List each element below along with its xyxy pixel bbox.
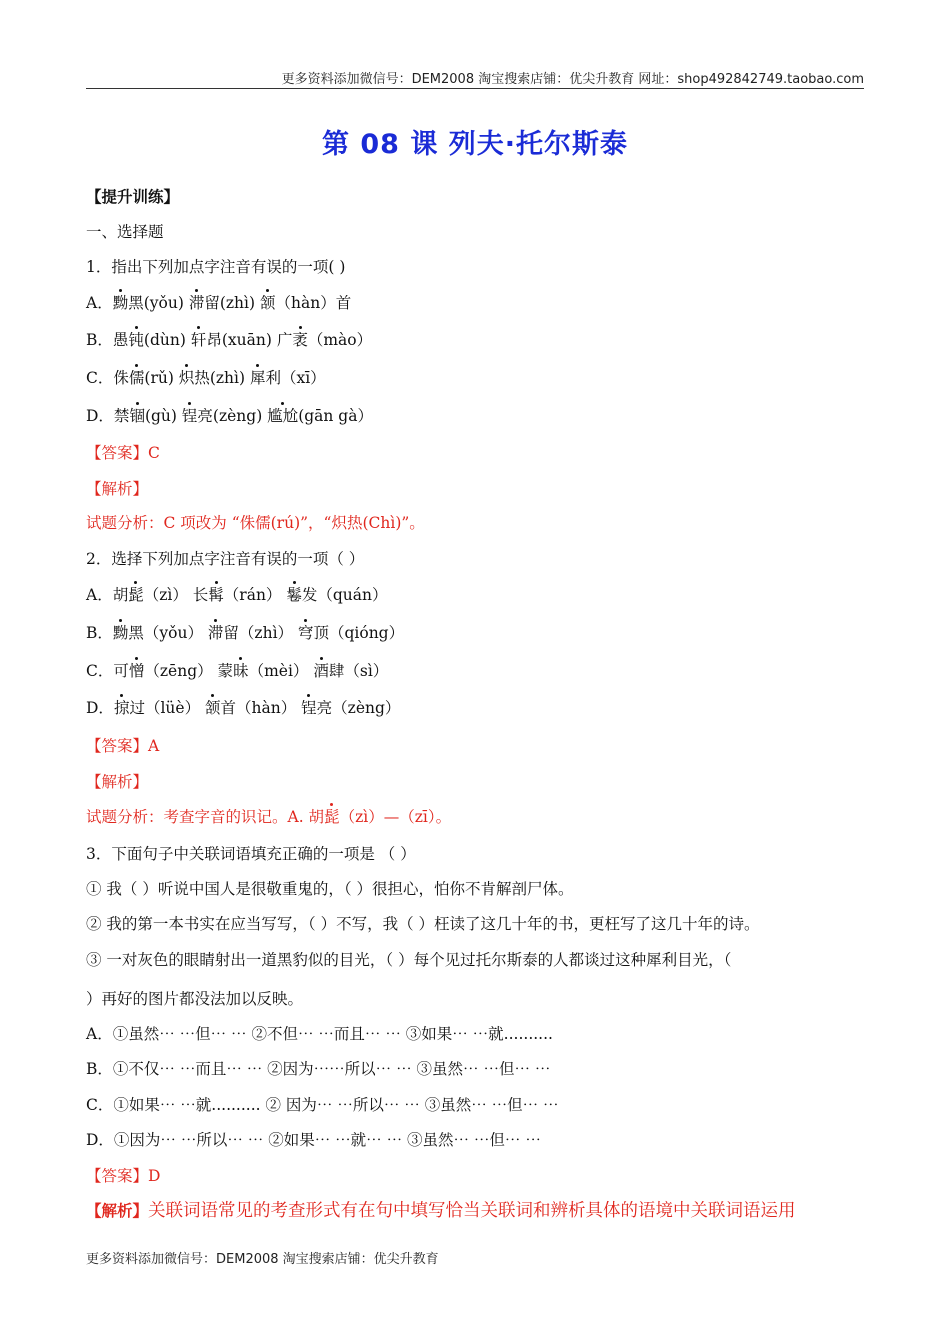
q3-option-c: C．①如果⋯ ⋯就.......... ② 因为⋯ ⋯所以⋯ ⋯ ③虽然⋯ ⋯但⋯ ⋯ [86, 1096, 559, 1114]
q2-option-b: B．黝黑（yǒu） 滞留（zhì） 穹顶（qióng） [86, 624, 405, 642]
q2-answer: 【答案】A [86, 737, 160, 755]
q2-option-a: A．胡髭（zì） 长髯（rán） 鬈发（quán） [86, 586, 388, 604]
header-rule [86, 88, 864, 89]
q2-stem: 2．选择下列加点字注音有误的一项（ ） [86, 550, 365, 568]
lesson-title: 第 08 课 列夫·托尔斯泰 [321, 129, 629, 160]
q2-analysis: 试题分析：考查字音的识记。A. 胡髭（zì）—（zī）。 [86, 808, 452, 826]
q2-option-c: C．可憎（zēng） 蒙昧（mèi） 酒肆（sì） [86, 662, 389, 680]
q3-option-d: D．①因为⋯ ⋯所以⋯ ⋯ ②如果⋯ ⋯就⋯ ⋯ ③虽然⋯ ⋯但⋯ ⋯ [86, 1131, 541, 1149]
q3-sentence-2: ② 我的第一本书实在应当写写，（ ）不写，我（ ）枉读了这几十年的书，更枉写了这几十年的诗。 [86, 915, 760, 933]
q3-option-b: B．①不仅⋯ ⋯而且⋯ ⋯ ②因为⋯⋯所以⋯ ⋯ ③虽然⋯ ⋯但⋯ ⋯ [86, 1060, 551, 1078]
q1-option-a: A．黝黑(yǒu) 滞留(zhì) 颔（hàn）首 [86, 294, 352, 312]
q3-sentence-3a: ③ 一对灰色的眼睛射出一道黑豹似的目光，（ ）每个见过托尔斯泰的人都谈过这种犀利目光，（ [86, 951, 732, 969]
q1-stem: 1．指出下列加点字注音有误的一项( ) [86, 258, 346, 276]
part-heading: 一、选择题 [86, 223, 164, 241]
q1-answer: 【答案】C [86, 444, 160, 462]
page-footer: 更多资料添加微信号：DEM2008 淘宝搜索店铺：优尖升教育 [86, 1252, 439, 1267]
q3-option-a: A．①虽然⋯ ⋯但⋯ ⋯ ②不但⋯ ⋯而且⋯ ⋯ ③如果⋯ ⋯就.......... [86, 1025, 553, 1043]
q1-option-d: D．禁锢(gù) 锃亮(zèng) 尴尬(gān gà） [86, 407, 373, 425]
q2-option-d: D．掠过（lüè） 颔首（hàn） 锃亮（zèng） [86, 699, 401, 717]
page-header: 更多资料添加微信号：DEM2008 淘宝搜索店铺：优尖升教育 网址：shop492842749.taobao.com [281, 72, 864, 87]
q3-sentence-1: ① 我（ ）听说中国人是很敬重鬼的，（ ）很担心，怕你不肯解剖尸体。 [86, 880, 574, 898]
q3-answer: 【答案】D [86, 1167, 161, 1185]
q2-jiexi-label: 【解析】 [86, 773, 149, 791]
q3-jiexi: 【解析】关联词语常见的考查形式有在句中填写恰当关联词和辨析具体的语境中关联词语运用 [86, 1201, 796, 1221]
q1-option-c: C．侏儒(rǔ) 炽热(zhì) 犀利（xī） [86, 369, 326, 387]
section-label: 【提升训练】 [86, 187, 180, 206]
q3-stem: 3．下面句子中关联词语填充正确的一项是 （ ） [86, 845, 416, 863]
q3-sentence-3b: ）再好的图片都没法加以反映。 [86, 990, 304, 1008]
q1-analysis: 试题分析：C 项改为 “侏儒(rú)”，“炽热(Chì)”。 [86, 514, 425, 532]
q1-option-b: B．愚钝(dùn) 轩昂(xuān) 广袤（mào） [86, 331, 373, 349]
q1-jiexi-label: 【解析】 [86, 480, 149, 498]
